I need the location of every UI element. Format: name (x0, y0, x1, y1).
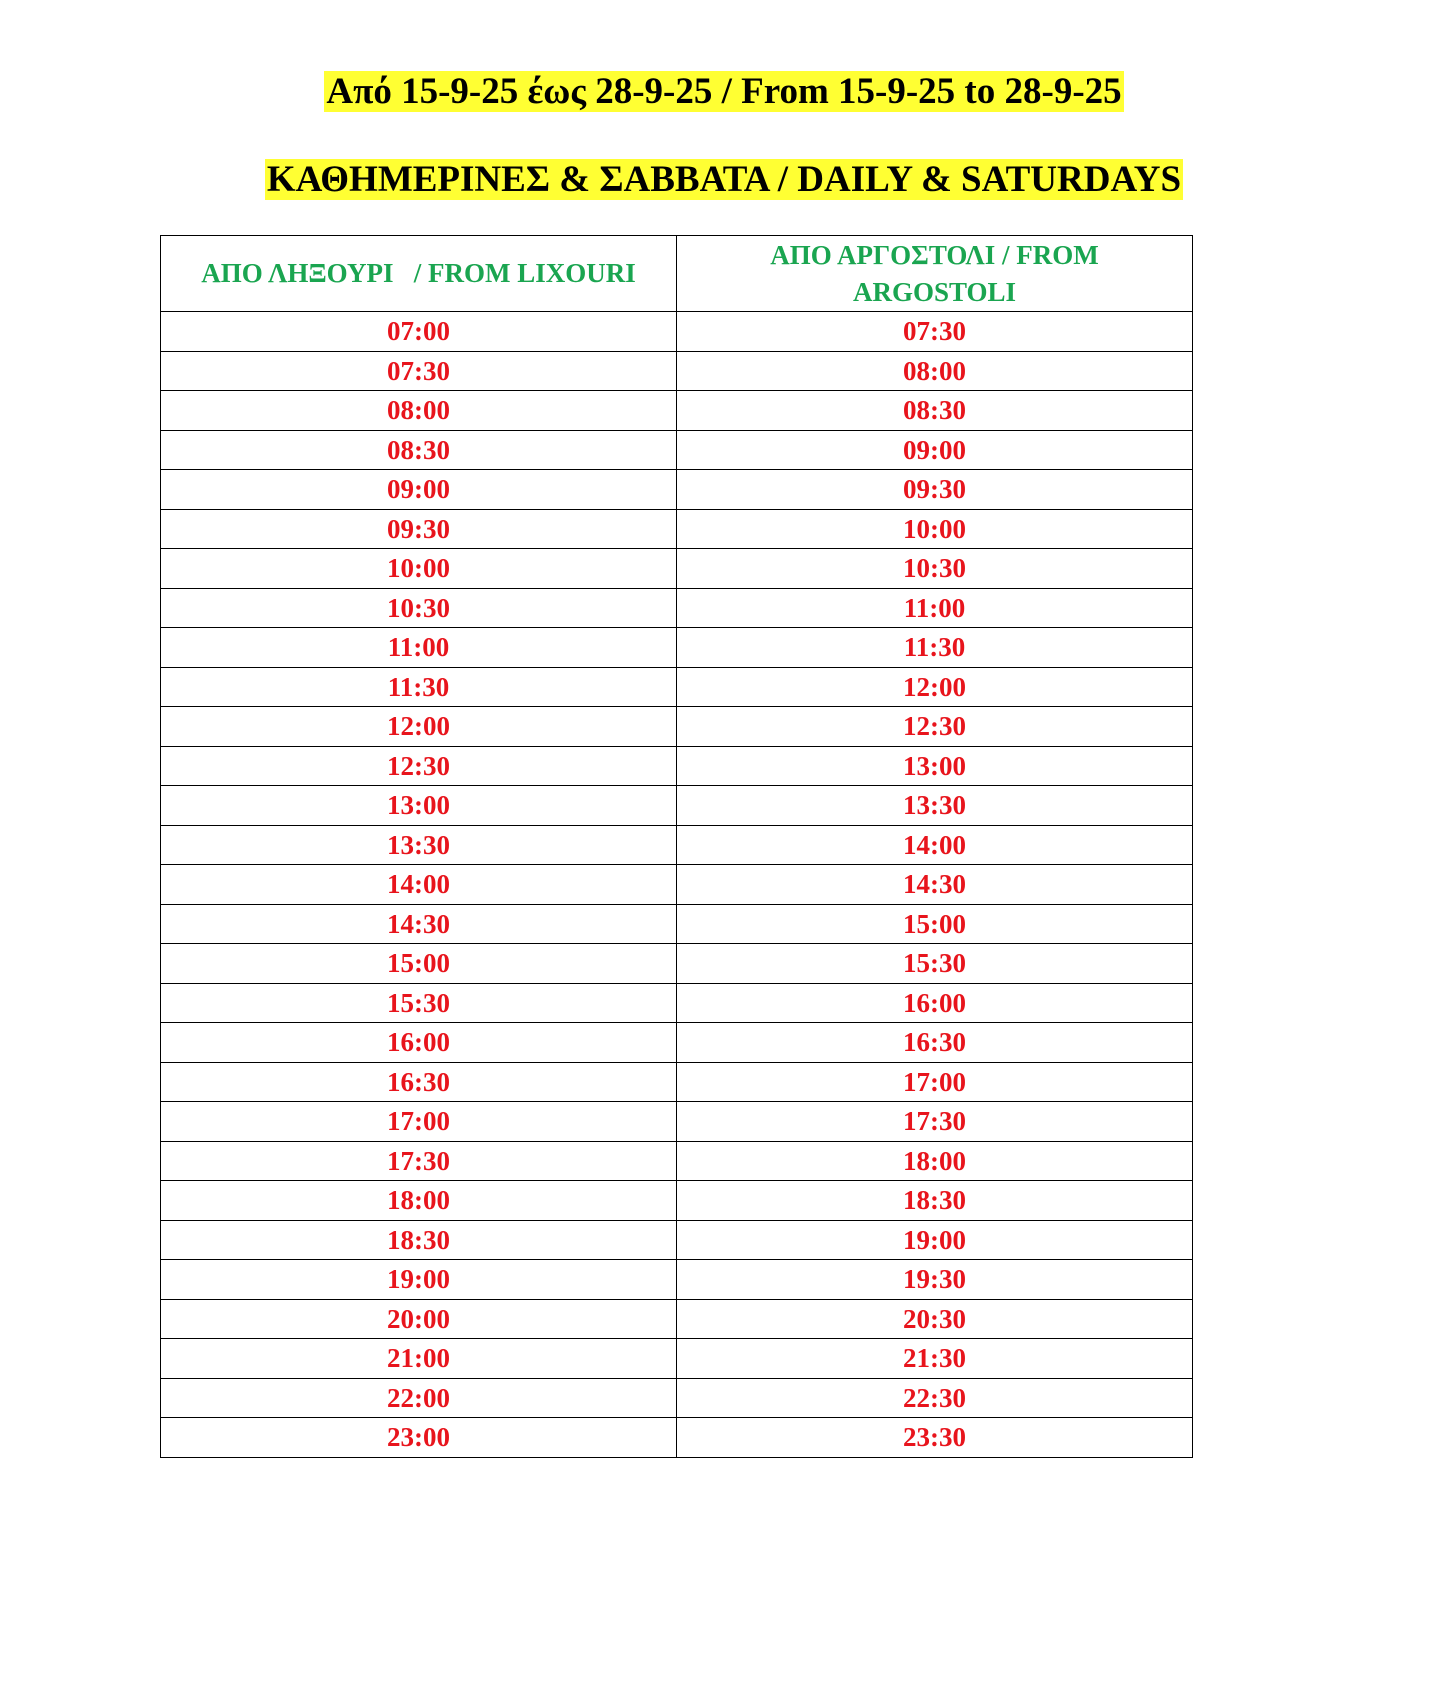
table-row (161, 509, 1193, 549)
departure-argostoli-time: 11:30 (677, 628, 1193, 668)
departure-argostoli-time: 16:00 (677, 983, 1193, 1023)
header-row (161, 236, 1193, 312)
table-row (161, 746, 1193, 786)
departure-lixouri-time: 15:00 (161, 944, 677, 984)
departure-lixouri-time: 17:30 (161, 1141, 677, 1181)
departure-lixouri-time: 08:00 (161, 391, 677, 431)
departure-lixouri-time: 09:30 (161, 509, 677, 549)
table-row (161, 430, 1193, 470)
departure-lixouri-time: 07:00 (161, 312, 677, 352)
departure-lixouri-time: 16:00 (161, 1023, 677, 1063)
departure-argostoli-time: 19:00 (677, 1220, 1193, 1260)
table-row (161, 983, 1193, 1023)
departure-argostoli-time: 18:30 (677, 1181, 1193, 1221)
table-row (161, 1062, 1193, 1102)
departure-argostoli-time: 12:00 (677, 667, 1193, 707)
departure-argostoli-time: 13:30 (677, 786, 1193, 826)
table-row (161, 1220, 1193, 1260)
departure-argostoli-time: 17:30 (677, 1102, 1193, 1142)
departure-lixouri-time: 23:00 (161, 1418, 677, 1458)
departure-lixouri-time: 18:00 (161, 1181, 677, 1221)
table-row (161, 944, 1193, 984)
departure-argostoli-time: 23:30 (677, 1418, 1193, 1458)
departure-lixouri-time: 18:30 (161, 1220, 677, 1260)
departure-argostoli-time: 10:30 (677, 549, 1193, 589)
departure-lixouri-time: 22:00 (161, 1378, 677, 1418)
table-row (161, 825, 1193, 865)
table-row (161, 628, 1193, 668)
departure-argostoli-time: 18:00 (677, 1141, 1193, 1181)
departure-lixouri-time: 08:30 (161, 430, 677, 470)
header-from-lixouri: ΑΠΟ ΛΗΞΟΥΡΙ / FROM LIXOURI (161, 236, 677, 312)
date-range-title (0, 70, 1448, 114)
departure-argostoli-time: 09:30 (677, 470, 1193, 510)
table-row (161, 549, 1193, 589)
departure-argostoli-time: 15:00 (677, 904, 1193, 944)
table-row (161, 391, 1193, 431)
departure-lixouri-time: 13:00 (161, 786, 677, 826)
table-row (161, 1299, 1193, 1339)
departure-argostoli-time: 13:00 (677, 746, 1193, 786)
departure-argostoli-time: 14:00 (677, 825, 1193, 865)
table-row (161, 1102, 1193, 1142)
table-row (161, 1339, 1193, 1379)
table-row (161, 707, 1193, 747)
table-row (161, 1260, 1193, 1300)
departure-argostoli-time: 20:30 (677, 1299, 1193, 1339)
departure-argostoli-time: 07:30 (677, 312, 1193, 352)
departure-lixouri-time: 16:30 (161, 1062, 677, 1102)
departure-lixouri-time: 10:00 (161, 549, 677, 589)
table-row (161, 1181, 1193, 1221)
table-row (161, 351, 1193, 391)
departure-argostoli-time: 14:30 (677, 865, 1193, 905)
departure-argostoli-time: 12:30 (677, 707, 1193, 747)
departure-argostoli-time: 19:30 (677, 1260, 1193, 1300)
table-row (161, 312, 1193, 352)
departure-lixouri-time: 19:00 (161, 1260, 677, 1300)
departure-lixouri-time: 14:00 (161, 865, 677, 905)
departure-lixouri-time: 10:30 (161, 588, 677, 628)
table-row (161, 904, 1193, 944)
departure-lixouri-time: 15:30 (161, 983, 677, 1023)
departure-lixouri-time: 12:00 (161, 707, 677, 747)
table-row (161, 1378, 1193, 1418)
table-row (161, 1418, 1193, 1458)
departure-argostoli-time: 09:00 (677, 430, 1193, 470)
departure-lixouri-time: 11:00 (161, 628, 677, 668)
departure-argostoli-time: 08:00 (677, 351, 1193, 391)
departure-lixouri-time: 21:00 (161, 1339, 677, 1379)
table-row (161, 470, 1193, 510)
table-row (161, 865, 1193, 905)
departure-argostoli-time: 15:30 (677, 944, 1193, 984)
departure-lixouri-time: 13:30 (161, 825, 677, 865)
departure-lixouri-time: 12:30 (161, 746, 677, 786)
schedule-days-title (0, 158, 1448, 202)
departure-lixouri-time: 11:30 (161, 667, 677, 707)
departure-lixouri-time: 14:30 (161, 904, 677, 944)
table-row (161, 1141, 1193, 1181)
table-row (161, 1023, 1193, 1063)
table-row (161, 588, 1193, 628)
table-row (161, 667, 1193, 707)
departure-argostoli-time: 10:00 (677, 509, 1193, 549)
departure-argostoli-time: 21:30 (677, 1339, 1193, 1379)
departure-lixouri-time: 17:00 (161, 1102, 677, 1142)
schedule-table-body (161, 312, 1193, 1458)
ferry-schedule-table (160, 235, 1193, 1458)
departure-argostoli-time: 11:00 (677, 588, 1193, 628)
table-row (161, 786, 1193, 826)
departure-argostoli-time: 08:30 (677, 391, 1193, 431)
departure-argostoli-time: 17:00 (677, 1062, 1193, 1102)
departure-lixouri-time: 09:00 (161, 470, 677, 510)
header-from-argostoli: ΑΠΟ ΑΡΓΟΣΤΟΛΙ / FROM ARGOSTOLI (677, 236, 1193, 312)
departure-argostoli-time: 16:30 (677, 1023, 1193, 1063)
schedule-table-header (161, 236, 1193, 312)
date-range-title-text: Από 15-9-25 έως 28-9-25 / From 15-9-25 to 28-9-25 (326, 71, 1122, 112)
departure-argostoli-time: 22:30 (677, 1378, 1193, 1418)
schedule-days-title-text: ΚΑΘΗΜΕΡΙΝΕΣ & ΣΑΒΒΑΤΑ / DAILY & SATURDAYS (266, 159, 1182, 200)
departure-lixouri-time: 07:30 (161, 351, 677, 391)
departure-lixouri-time: 20:00 (161, 1299, 677, 1339)
